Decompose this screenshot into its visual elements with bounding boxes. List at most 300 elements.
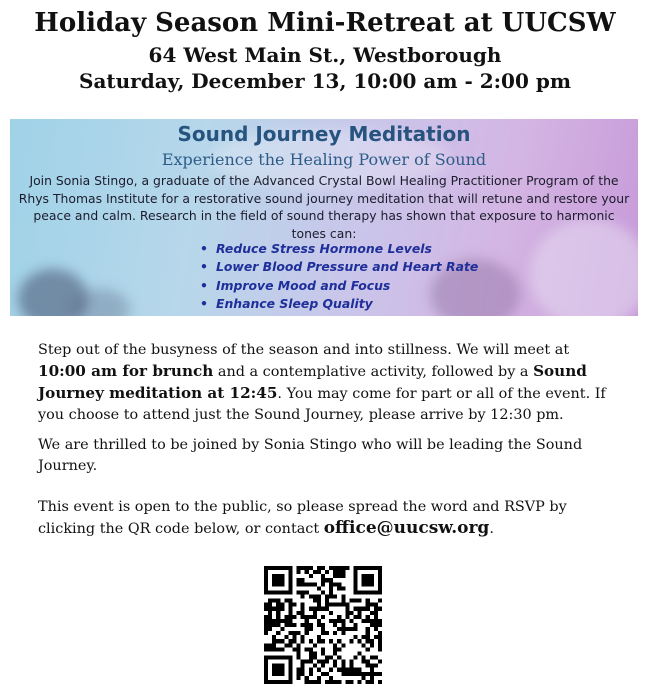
qr-module [362, 660, 366, 664]
event-datetime: Saturday, December 13, 10:00 am - 2:00 pm [79, 69, 571, 93]
benefit-item: • Enhance Sleep Quality [200, 296, 373, 312]
qr-module [366, 627, 370, 631]
rsvp-text: This event is open to the public, so please spread the word and RSVP by clicking the QR code below, or contact [38, 499, 567, 537]
qr-module [325, 599, 329, 603]
qr-module [378, 578, 382, 582]
qr-module [337, 656, 341, 660]
qr-module [288, 631, 292, 635]
qr-module [370, 668, 374, 672]
qr-module [358, 607, 362, 611]
benefit-label: Enhance Sleep Quality [216, 296, 373, 312]
qr-module [288, 570, 292, 574]
qr-module [378, 599, 382, 603]
intro-text: Step out of the busyness of the season and into stillness. We will meet at [38, 342, 570, 358]
qr-module [354, 656, 358, 660]
qr-module [366, 672, 370, 676]
qr-module [264, 623, 268, 627]
qr-module [280, 672, 284, 676]
qr-module [341, 570, 345, 574]
qr-module [345, 607, 349, 611]
qr-module [309, 672, 313, 676]
qr-module [378, 623, 382, 627]
qr-module [349, 680, 353, 684]
qr-module [309, 656, 313, 660]
qr-module [329, 566, 333, 570]
qr-module [305, 619, 309, 623]
qr-module [309, 594, 313, 598]
qr-module [288, 566, 292, 570]
qr-module [370, 643, 374, 647]
qr-module [276, 668, 280, 672]
qr-module [321, 639, 325, 643]
qr-module [288, 599, 292, 603]
intro-text: . You may come for part or all of the event. If you choose to attend just the Sound Journey, please arrive by 12:30 pm. [38, 386, 606, 423]
qr-module [313, 680, 317, 684]
qr-module [305, 615, 309, 619]
qr-module [284, 615, 288, 619]
qr-module [288, 590, 292, 594]
qr-module [333, 643, 337, 647]
qr-module [362, 566, 366, 570]
qr-module [333, 603, 337, 607]
qr-module [284, 656, 288, 660]
qr-module [317, 570, 321, 574]
qr-module [337, 570, 341, 574]
qr-module [284, 643, 288, 647]
qr-module [264, 615, 268, 619]
qr-module [272, 574, 276, 578]
qr-module [329, 594, 333, 598]
qr-module [366, 639, 370, 643]
qr-module [354, 590, 358, 594]
qr-module [349, 672, 353, 676]
qr-module [313, 615, 317, 619]
qr-module [370, 590, 374, 594]
qr-module [329, 586, 333, 590]
qr-module [333, 660, 337, 664]
qr-module [309, 647, 313, 651]
qr-module [349, 639, 353, 643]
qr-module [313, 607, 317, 611]
qr-module [297, 643, 301, 647]
qr-module [297, 676, 301, 680]
qr-module [264, 631, 268, 635]
qr-module [297, 590, 301, 594]
qr-module [370, 574, 374, 578]
qr-module [366, 590, 370, 594]
qr-module [268, 643, 272, 647]
benefit-item: • Lower Blood Pressure and Heart Rate [200, 259, 479, 275]
qr-module [321, 578, 325, 582]
qr-module [280, 578, 284, 582]
qr-module [370, 664, 374, 668]
benefit-item: • Reduce Stress Hormone Levels [200, 241, 432, 256]
qr-module [317, 594, 321, 598]
qr-module [378, 586, 382, 590]
qr-module [366, 635, 370, 639]
qr-module [358, 672, 362, 676]
qr-module [321, 672, 325, 676]
qr-module [317, 639, 321, 643]
qr-module [374, 672, 378, 676]
qr-module [325, 660, 329, 664]
qr-module [358, 680, 362, 684]
qr-module [276, 607, 280, 611]
qr-module [362, 656, 366, 660]
qr-module [276, 615, 280, 619]
qr-module [333, 594, 337, 598]
qr-module [374, 590, 378, 594]
qr-module [366, 607, 370, 611]
qr-module [309, 639, 313, 643]
rsvp-text: . [489, 521, 494, 537]
qr-module [374, 611, 378, 615]
qr-module [276, 566, 280, 570]
qr-module [329, 668, 333, 672]
qr-module [280, 574, 284, 578]
qr-module [354, 668, 358, 672]
qr-module [321, 574, 325, 578]
qr-module [276, 664, 280, 668]
qr-module [272, 566, 276, 570]
qr-module [321, 651, 325, 655]
qr-module [268, 656, 272, 660]
qr-module [378, 647, 382, 651]
qr-module [284, 599, 288, 603]
qr-module [337, 668, 341, 672]
qr-module [309, 582, 313, 586]
qr-module [321, 590, 325, 594]
qr-module [354, 623, 358, 627]
qr-module [354, 635, 358, 639]
qr-module [333, 582, 337, 586]
qr-module [362, 590, 366, 594]
qr-module [301, 578, 305, 582]
qr-module [297, 582, 301, 586]
qr-module [276, 656, 280, 660]
rsvp-paragraph [38, 497, 618, 540]
qr-module [317, 603, 321, 607]
qr-module [333, 651, 337, 655]
qr-module [329, 590, 333, 594]
qr-module [321, 615, 325, 619]
qr-module [313, 582, 317, 586]
qr-module [378, 680, 382, 684]
qr-module [341, 566, 345, 570]
qr-module [301, 639, 305, 643]
qr-module [378, 643, 382, 647]
qr-module [272, 635, 276, 639]
qr-module [366, 566, 370, 570]
qr-module [345, 615, 349, 619]
qr-module [288, 672, 292, 676]
qr-module [264, 647, 268, 651]
qr-module [272, 672, 276, 676]
qr-module [370, 611, 374, 615]
qr-module [276, 611, 280, 615]
qr-module [358, 668, 362, 672]
qr-module [366, 574, 370, 578]
qr-module [366, 582, 370, 586]
qr-module [264, 643, 268, 647]
qr-module [297, 672, 301, 676]
qr-module [305, 680, 309, 684]
qr-module [337, 627, 341, 631]
qr-module [337, 566, 341, 570]
qr-module [345, 566, 349, 570]
qr-module [297, 647, 301, 651]
qr-module [272, 578, 276, 582]
qr-module [317, 623, 321, 627]
qr-module [317, 660, 321, 664]
qr-module [276, 599, 280, 603]
qr-module [317, 635, 321, 639]
qr-module [378, 574, 382, 578]
qr-module [284, 566, 288, 570]
qr-module [297, 668, 301, 672]
qr-module [362, 578, 366, 582]
qr-module [366, 680, 370, 684]
qr-module [313, 594, 317, 598]
qr-module [337, 680, 341, 684]
qr-module [264, 619, 268, 623]
qr-module [341, 672, 345, 676]
qr-module [325, 570, 329, 574]
qr-module [288, 574, 292, 578]
qr-module [378, 619, 382, 623]
qr-module [317, 566, 321, 570]
qr-module [378, 570, 382, 574]
qr-module [288, 656, 292, 660]
qr-module [288, 676, 292, 680]
qr-module [378, 660, 382, 664]
qr-module [337, 619, 341, 623]
brunch-time: 10:00 am for brunch [38, 362, 214, 380]
qr-module [264, 680, 268, 684]
qr-module [313, 611, 317, 615]
qr-module [309, 615, 313, 619]
qr-module [288, 615, 292, 619]
qr-module [297, 656, 301, 660]
benefit-label: Lower Blood Pressure and Heart Rate [216, 259, 479, 275]
qr-module [345, 680, 349, 684]
qr-module [354, 566, 358, 570]
qr-module [349, 664, 353, 668]
qr-module [288, 660, 292, 664]
qr-module [366, 599, 370, 603]
qr-module [309, 574, 313, 578]
qr-module [337, 574, 341, 578]
qr-module [366, 603, 370, 607]
qr-module [333, 631, 337, 635]
qr-module [288, 680, 292, 684]
qr-module [354, 586, 358, 590]
qr-module [370, 676, 374, 680]
qr-module [272, 599, 276, 603]
banner-description: Join Sonia Stingo, a graduate of the Advanced Crystal Bowl Healing Practitioner Program of the Rhys Thomas Institute for a restorative sound journey meditation that will retune and restore your peace and calm. Research in the field of sound therapy has shown that exposure to harmonic tones can: [18, 173, 630, 241]
qr-module [264, 582, 268, 586]
qr-module [292, 635, 296, 639]
qr-module [268, 611, 272, 615]
qr-module [333, 566, 337, 570]
qr-module [341, 594, 345, 598]
qr-module [268, 599, 272, 603]
qr-module [378, 631, 382, 635]
qr-module [272, 664, 276, 668]
qr-module [370, 656, 374, 660]
qr-module [268, 566, 272, 570]
qr-module [370, 566, 374, 570]
qr-module [337, 586, 341, 590]
qr-code-graphic[interactable] [264, 566, 382, 684]
qr-module [276, 578, 280, 582]
qr-module [309, 668, 313, 672]
qr-module [321, 627, 325, 631]
qr-module [333, 647, 337, 651]
qr-module [288, 603, 292, 607]
qr-module [305, 627, 309, 631]
qr-module [301, 635, 305, 639]
qr-module [321, 582, 325, 586]
qr-module [358, 566, 362, 570]
qr-module [264, 676, 268, 680]
qr-module [301, 664, 305, 668]
qr-module [366, 660, 370, 664]
qr-module [297, 566, 301, 570]
qr-module [268, 680, 272, 684]
qr-module [313, 651, 317, 655]
qr-module [284, 623, 288, 627]
qr-module [264, 586, 268, 590]
qr-module [288, 643, 292, 647]
qr-module [268, 607, 272, 611]
qr-module [309, 627, 313, 631]
qr-module [345, 611, 349, 615]
qr-module [292, 639, 296, 643]
qr-module [301, 582, 305, 586]
qr-code-icon[interactable] [264, 566, 382, 684]
qr-module [329, 611, 333, 615]
meditation-time: Sound Journey meditation at 12:45 [38, 362, 587, 402]
qr-module [309, 680, 313, 684]
qr-module [329, 603, 333, 607]
qr-module [354, 615, 358, 619]
qr-module [276, 647, 280, 651]
qr-module [313, 570, 317, 574]
qr-module [292, 615, 296, 619]
qr-module [313, 599, 317, 603]
qr-module [341, 619, 345, 623]
qr-module [321, 647, 325, 651]
qr-module [333, 680, 337, 684]
event-address: 64 West Main St., Westborough [148, 43, 502, 67]
qr-module [341, 668, 345, 672]
qr-module [276, 619, 280, 623]
qr-module [309, 623, 313, 627]
qr-module [349, 660, 353, 664]
qr-module [341, 623, 345, 627]
contact-email-link[interactable]: office@uucsw.org [323, 518, 490, 538]
qr-module [264, 664, 268, 668]
qr-module [370, 672, 374, 676]
qr-module [284, 590, 288, 594]
qr-module [370, 603, 374, 607]
qr-module [305, 660, 309, 664]
qr-module [329, 639, 333, 643]
qr-module [288, 639, 292, 643]
qr-module [349, 611, 353, 615]
qr-module [317, 607, 321, 611]
qr-module [288, 623, 292, 627]
qr-module [321, 631, 325, 635]
qr-module [288, 578, 292, 582]
qr-module [317, 680, 321, 684]
qr-module [337, 582, 341, 586]
qr-module [272, 607, 276, 611]
qr-module [280, 668, 284, 672]
benefit-label: Improve Mood and Focus [216, 277, 391, 293]
qr-module [329, 656, 333, 660]
qr-module [333, 664, 337, 668]
qr-module [321, 664, 325, 668]
qr-module [313, 664, 317, 668]
qr-module [301, 623, 305, 627]
qr-module [280, 582, 284, 586]
qr-module [325, 656, 329, 660]
qr-module [305, 582, 309, 586]
qr-module [276, 680, 280, 684]
qr-module [272, 680, 276, 684]
qr-module [288, 582, 292, 586]
qr-module [333, 623, 337, 627]
qr-module [292, 647, 296, 651]
qr-module [358, 615, 362, 619]
qr-module [280, 627, 284, 631]
qr-module [309, 566, 313, 570]
qr-module [345, 668, 349, 672]
qr-module [337, 639, 341, 643]
qr-module [366, 631, 370, 635]
qr-module [280, 664, 284, 668]
qr-module [341, 627, 345, 631]
qr-module [288, 619, 292, 623]
qr-module [329, 582, 333, 586]
qr-module [288, 586, 292, 590]
qr-module [349, 627, 353, 631]
qr-module [297, 651, 301, 655]
qr-module [333, 570, 337, 574]
qr-module [264, 570, 268, 574]
qr-module [264, 668, 268, 672]
leader-paragraph: We are thrilled to be joined by Sonia Stingo who will be leading the Sound Journey. [38, 437, 583, 474]
qr-module [325, 631, 329, 635]
qr-module [362, 643, 366, 647]
qr-module [354, 672, 358, 676]
qr-module [358, 639, 362, 643]
qr-module [301, 672, 305, 676]
qr-module [268, 627, 272, 631]
qr-module [280, 656, 284, 660]
qr-module [345, 672, 349, 676]
qr-module [370, 680, 374, 684]
qr-module [341, 574, 345, 578]
qr-module [370, 582, 374, 586]
qr-module [321, 607, 325, 611]
qr-module [317, 586, 321, 590]
qr-module [272, 582, 276, 586]
qr-module [321, 566, 325, 570]
qr-module [272, 656, 276, 660]
